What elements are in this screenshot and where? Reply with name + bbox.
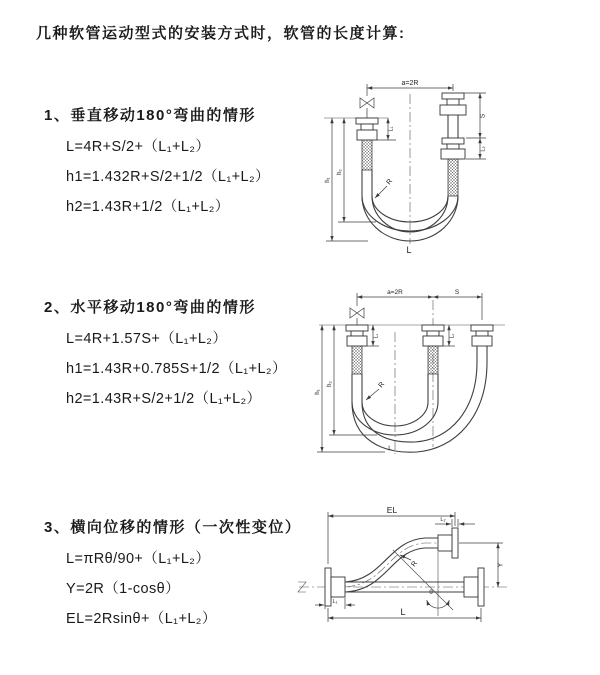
dim-label-el: EL: [386, 505, 398, 515]
dim-label-length: L: [388, 445, 392, 452]
formula-line: L=4R+S/2+（L₁+L₂）: [66, 139, 211, 155]
moving-end-fitting-position-2: [471, 325, 493, 362]
dimension-span: [357, 289, 482, 320]
valve-icon: [350, 308, 364, 325]
dim-label-h1: h₁: [325, 177, 331, 183]
diagram-horizontal-180-bend: [305, 282, 595, 460]
dim-label-radius: R: [377, 380, 387, 390]
moving-end-flange-displaced: [438, 528, 458, 558]
dimension-span: [367, 80, 453, 96]
formula-line: h1=1.432R+S/2+1/2（L₁+L₂）: [66, 169, 270, 185]
dimension-l1: [377, 118, 396, 140]
dim-label-h1: h₁: [315, 389, 321, 395]
dim-label-s: S: [479, 113, 487, 119]
section-2-heading: 2、水平移动180°弯曲的情形: [44, 299, 256, 316]
dimension-l1: [315, 598, 355, 609]
formula-line: L=πRθ/90+（L₁+L₂）: [66, 551, 211, 567]
dim-label-length: L: [406, 245, 412, 255]
dim-label-y: Y: [497, 562, 505, 568]
section-lateral-displacement: [44, 516, 302, 627]
page-title: 几种软管运动型式的安装方式时，软管的长度计算:: [36, 25, 406, 42]
dim-label-l2: L₂: [449, 333, 456, 339]
dim-label-span: a=2R: [387, 289, 403, 296]
hose-s-curve: [345, 538, 438, 592]
dim-label-l1: L₁: [332, 599, 338, 605]
valve-icon: [360, 98, 374, 118]
section-3-heading: 3、横向位移的情形（一次性变位）: [44, 519, 302, 536]
dimension-l2: [443, 325, 456, 346]
braided-hose-section: [352, 346, 362, 374]
formula-line: EL=2Rsinθ+（L₁+L₂）: [66, 611, 217, 627]
hose-loop-position-2: [352, 362, 487, 452]
moving-end-flange-original: [464, 568, 484, 606]
dim-label-s: S: [454, 289, 460, 296]
dimension-length: [328, 607, 481, 622]
dim-label-length: L: [400, 607, 406, 617]
radius-callout: [366, 381, 386, 400]
fixed-end-fitting: [356, 118, 378, 196]
dim-label-radius: R: [410, 560, 420, 569]
dimension-s: [433, 289, 482, 297]
section-vertical-movement: [44, 104, 270, 215]
diagram-vertical-180-bend: [310, 72, 580, 256]
dim-label-h2: h₂: [327, 381, 333, 387]
moving-end-fitting-position-1: [422, 325, 444, 374]
dim-label-l2: L₂: [440, 517, 446, 523]
dim-label-l2: L₂: [480, 146, 487, 152]
dim-label-l1: L₁: [388, 126, 395, 132]
dimension-l1: [367, 325, 380, 346]
formula-line: h2=1.43R+1/2（L₁+L₂）: [66, 199, 230, 215]
moving-end-fitting: [440, 93, 466, 196]
dim-label-span: a=2R: [401, 80, 419, 87]
formula-line: Y=2R（1-cosθ）: [66, 581, 180, 597]
section-horizontal-movement: [44, 296, 287, 407]
dim-label-radius: R: [385, 177, 395, 187]
formula-line: h2=1.43R+S/2+1/2（L₁+L₂）: [66, 391, 262, 407]
braided-hose-section: [428, 346, 438, 374]
braided-hose-section: [448, 159, 458, 196]
braided-hose-section: [362, 140, 372, 170]
dim-label-l1: L₁: [373, 333, 380, 339]
dimension-l2: [466, 138, 487, 159]
section-1-heading: 1、垂直移动180°弯曲的情形: [44, 107, 256, 124]
fixed-end-fitting: [346, 325, 368, 374]
dim-label-theta: θ: [429, 589, 433, 596]
centerline: [395, 300, 433, 454]
radius-callout: [375, 178, 394, 198]
diagram-lateral-displacement: [295, 502, 590, 637]
dim-label-h2: h₂: [337, 169, 343, 175]
formula-line: h1=1.43R+0.785S+1/2（L₁+L₂）: [66, 361, 287, 377]
dimension-s: [464, 93, 487, 138]
formula-line: L=4R+1.57S+（L₁+L₂）: [66, 331, 228, 347]
